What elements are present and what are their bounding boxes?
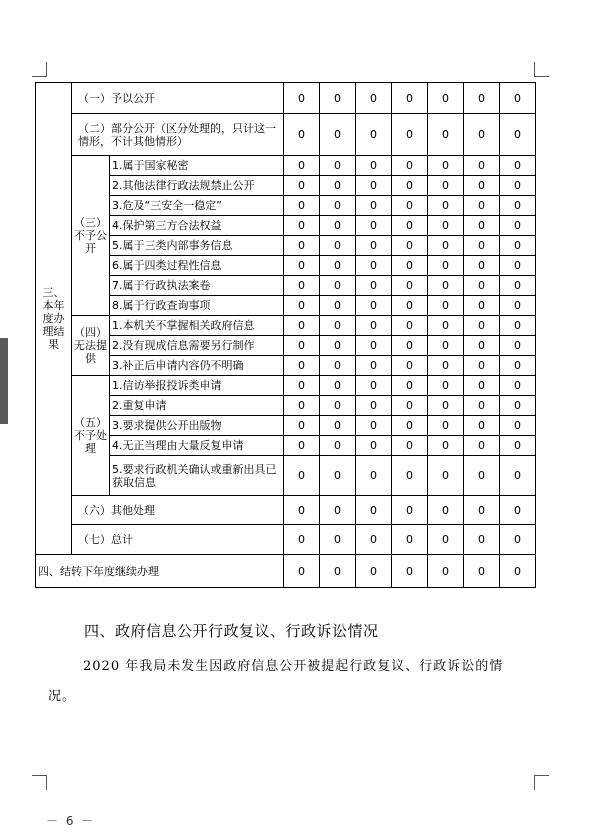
carry-row-label: 四、结转下年度继续办理 — [36, 555, 284, 588]
cell-value: 0 — [428, 296, 464, 316]
cell-value: 0 — [392, 236, 428, 256]
cell-value: 0 — [356, 416, 392, 436]
cell-value: 0 — [284, 496, 320, 525]
table-row — [36, 256, 536, 276]
cell-value: 0 — [392, 416, 428, 436]
row-label: 6.属于四类过程性信息 — [110, 256, 284, 276]
cell-value: 0 — [392, 396, 428, 416]
cell-value: 0 — [356, 276, 392, 296]
group-label: （四）无法提供 — [72, 316, 110, 376]
cell-value: 0 — [500, 436, 536, 456]
crop-mark-bottom-right — [534, 775, 549, 790]
table-row — [36, 236, 536, 256]
cell-value: 0 — [392, 456, 428, 496]
row-label: （一）予以公开 — [72, 83, 284, 114]
cell-value: 0 — [320, 156, 356, 176]
cell-value: 0 — [284, 416, 320, 436]
table-row — [36, 356, 536, 376]
cell-value: 0 — [500, 525, 536, 555]
row-label: 2.重复申请 — [110, 396, 284, 416]
cell-value: 0 — [428, 216, 464, 236]
cell-value: 0 — [464, 316, 500, 336]
cell-value: 0 — [428, 416, 464, 436]
body-paragraph: 2020 年我局未发生因政府信息公开被提起行政复议、行政诉讼的情况。 — [48, 659, 504, 704]
cell-value: 0 — [356, 236, 392, 256]
cell-value: 0 — [428, 196, 464, 216]
cell-value: 0 — [428, 376, 464, 396]
cell-value: 0 — [392, 156, 428, 176]
cell-value: 0 — [500, 456, 536, 496]
table-row — [36, 456, 536, 496]
cell-value: 0 — [500, 336, 536, 356]
table-row — [36, 376, 536, 396]
table-row — [36, 555, 536, 588]
cell-value: 0 — [392, 216, 428, 236]
crop-mark-top-right — [534, 62, 549, 77]
row-label: 2.其他法律行政法规禁止公开 — [110, 176, 284, 196]
cell-value: 0 — [428, 276, 464, 296]
cell-value: 0 — [284, 336, 320, 356]
cell-value: 0 — [464, 525, 500, 555]
table-row — [36, 296, 536, 316]
cell-value: 0 — [284, 176, 320, 196]
cell-value: 0 — [500, 83, 536, 114]
cell-value: 0 — [356, 156, 392, 176]
table-row — [36, 156, 536, 176]
cell-value: 0 — [464, 256, 500, 276]
row-label: 3.补正后申请内容仍不明确 — [110, 356, 284, 376]
table-row — [36, 396, 536, 416]
cell-value: 0 — [392, 356, 428, 376]
cell-value: 0 — [392, 436, 428, 456]
crop-mark-top-left — [32, 62, 47, 77]
cell-value: 0 — [392, 316, 428, 336]
cell-value: 0 — [284, 216, 320, 236]
cell-value: 0 — [284, 376, 320, 396]
cell-value: 0 — [500, 276, 536, 296]
cell-value: 0 — [500, 316, 536, 336]
cell-value: 0 — [392, 276, 428, 296]
cell-value: 0 — [284, 356, 320, 376]
cell-value: 0 — [464, 83, 500, 114]
cell-value: 0 — [320, 376, 356, 396]
cell-value: 0 — [356, 256, 392, 276]
cell-value: 0 — [284, 196, 320, 216]
cell-value: 0 — [428, 525, 464, 555]
table-row — [36, 83, 536, 114]
cell-value: 0 — [320, 456, 356, 496]
cell-value: 0 — [284, 156, 320, 176]
group-label: （三）不予公开 — [72, 156, 110, 316]
cell-value: 0 — [428, 555, 464, 588]
cell-value: 0 — [500, 296, 536, 316]
row-label: 7.属于行政执法案卷 — [110, 276, 284, 296]
cell-value: 0 — [356, 196, 392, 216]
cell-value: 0 — [464, 555, 500, 588]
cell-value: 0 — [320, 196, 356, 216]
cell-value: 0 — [284, 525, 320, 555]
cell-value: 0 — [392, 83, 428, 114]
table-row — [36, 196, 536, 216]
table-row — [36, 216, 536, 236]
cell-value: 0 — [284, 555, 320, 588]
cell-value: 0 — [320, 496, 356, 525]
cell-value: 0 — [284, 276, 320, 296]
cell-value: 0 — [356, 496, 392, 525]
page-number: － 6 － — [46, 814, 96, 828]
cell-value: 0 — [356, 436, 392, 456]
cell-value: 0 — [392, 336, 428, 356]
cell-value: 0 — [320, 555, 356, 588]
cell-value: 0 — [320, 316, 356, 336]
cell-value: 0 — [428, 496, 464, 525]
cell-value: 0 — [464, 376, 500, 396]
table-row — [36, 436, 536, 456]
cell-value: 0 — [356, 396, 392, 416]
cell-value: 0 — [320, 114, 356, 156]
cell-value: 0 — [464, 416, 500, 436]
cell-value: 0 — [392, 196, 428, 216]
cell-value: 0 — [500, 156, 536, 176]
cell-value: 0 — [464, 176, 500, 196]
cell-value: 0 — [392, 525, 428, 555]
cell-value: 0 — [320, 416, 356, 436]
cell-value: 0 — [428, 256, 464, 276]
table-row — [36, 525, 536, 555]
cell-value: 0 — [356, 176, 392, 196]
cell-value: 0 — [356, 83, 392, 114]
cell-value: 0 — [320, 396, 356, 416]
cell-value: 0 — [284, 436, 320, 456]
cell-value: 0 — [428, 156, 464, 176]
table-row — [36, 336, 536, 356]
cell-value: 0 — [284, 236, 320, 256]
cell-value: 0 — [464, 436, 500, 456]
cell-value: 0 — [464, 196, 500, 216]
cell-value: 0 — [320, 276, 356, 296]
cell-value: 0 — [464, 396, 500, 416]
cell-value: 0 — [464, 276, 500, 296]
cell-value: 0 — [284, 114, 320, 156]
table-row — [36, 276, 536, 296]
cell-value: 0 — [500, 496, 536, 525]
cell-value: 0 — [428, 336, 464, 356]
cell-value: 0 — [464, 496, 500, 525]
cell-value: 0 — [428, 83, 464, 114]
cell-value: 0 — [356, 114, 392, 156]
cell-value: 0 — [464, 296, 500, 316]
row-label: 3.要求提供公开出版物 — [110, 416, 284, 436]
cell-value: 0 — [284, 396, 320, 416]
table-row — [36, 496, 536, 525]
row-label: （七）总计 — [72, 525, 284, 555]
cell-value: 0 — [284, 316, 320, 336]
table-row — [36, 316, 536, 336]
cell-value: 0 — [428, 316, 464, 336]
table-row — [36, 114, 536, 156]
results-table — [35, 82, 536, 588]
cell-value: 0 — [320, 525, 356, 555]
cell-value: 0 — [284, 256, 320, 276]
scroll-side-tab[interactable] — [0, 338, 8, 424]
group-label: （五）不予处理 — [72, 376, 110, 496]
table-row — [36, 176, 536, 196]
cell-value: 0 — [356, 316, 392, 336]
cell-value: 0 — [320, 83, 356, 114]
cell-value: 0 — [284, 456, 320, 496]
cell-value: 0 — [284, 83, 320, 114]
cell-value: 0 — [356, 525, 392, 555]
cell-value: 0 — [284, 296, 320, 316]
cell-value: 0 — [464, 236, 500, 256]
cell-value: 0 — [320, 216, 356, 236]
cell-value: 0 — [392, 496, 428, 525]
cell-value: 0 — [464, 156, 500, 176]
cell-value: 0 — [320, 436, 356, 456]
row-label: 2.没有现成信息需要另行制作 — [110, 336, 284, 356]
section-heading: 四、政府信息公开行政复议、行政诉讼情况 — [84, 622, 379, 640]
cell-value: 0 — [464, 114, 500, 156]
row-label: 5.要求行政机关确认或重新出具已获取信息 — [110, 456, 284, 496]
cell-value: 0 — [320, 336, 356, 356]
cell-value: 0 — [500, 236, 536, 256]
cell-value: 0 — [392, 555, 428, 588]
cell-value: 0 — [500, 376, 536, 396]
cell-value: 0 — [428, 114, 464, 156]
row-label: 4.保护第三方合法权益 — [110, 216, 284, 236]
cell-value: 0 — [500, 256, 536, 276]
cell-value: 0 — [500, 176, 536, 196]
cell-value: 0 — [392, 114, 428, 156]
cell-value: 0 — [464, 356, 500, 376]
cell-value: 0 — [392, 376, 428, 396]
row-label: 4.无正当理由大量反复申请 — [110, 436, 284, 456]
cell-value: 0 — [428, 236, 464, 256]
cell-value: 0 — [428, 436, 464, 456]
cell-value: 0 — [320, 356, 356, 376]
cell-value: 0 — [392, 296, 428, 316]
section-label: 三、本年度办理结果 — [36, 83, 72, 555]
cell-value: 0 — [428, 356, 464, 376]
crop-mark-bottom-left — [32, 775, 47, 790]
cell-value: 0 — [320, 176, 356, 196]
cell-value: 0 — [500, 196, 536, 216]
row-label: 5.属于三类内部事务信息 — [110, 236, 284, 256]
cell-value: 0 — [500, 216, 536, 236]
cell-value: 0 — [464, 216, 500, 236]
cell-value: 0 — [356, 296, 392, 316]
row-label: 1.本机关不掌握相关政府信息 — [110, 316, 284, 336]
cell-value: 0 — [428, 176, 464, 196]
cell-value: 0 — [320, 256, 356, 276]
row-label: （六）其他处理 — [72, 496, 284, 525]
cell-value: 0 — [464, 336, 500, 356]
cell-value: 0 — [356, 456, 392, 496]
cell-value: 0 — [356, 376, 392, 396]
row-label: 8.属于行政查询事项 — [110, 296, 284, 316]
cell-value: 0 — [356, 555, 392, 588]
cell-value: 0 — [356, 336, 392, 356]
cell-value: 0 — [320, 296, 356, 316]
cell-value: 0 — [500, 416, 536, 436]
cell-value: 0 — [356, 356, 392, 376]
row-label: （二）部分公开（区分处理的，只计这一情形，不计其他情形） — [72, 114, 284, 156]
cell-value: 0 — [500, 356, 536, 376]
cell-value: 0 — [356, 216, 392, 236]
cell-value: 0 — [320, 236, 356, 256]
cell-value: 0 — [500, 396, 536, 416]
table-row — [36, 416, 536, 436]
cell-value: 0 — [392, 176, 428, 196]
cell-value: 0 — [464, 456, 500, 496]
cell-value: 0 — [392, 256, 428, 276]
cell-value: 0 — [428, 456, 464, 496]
cell-value: 0 — [428, 396, 464, 416]
row-label: 1.信访举报投诉类申请 — [110, 376, 284, 396]
cell-value: 0 — [500, 114, 536, 156]
row-label: 1.属于国家秘密 — [110, 156, 284, 176]
cell-value: 0 — [500, 555, 536, 588]
row-label: 3.危及“三安全一稳定” — [110, 196, 284, 216]
